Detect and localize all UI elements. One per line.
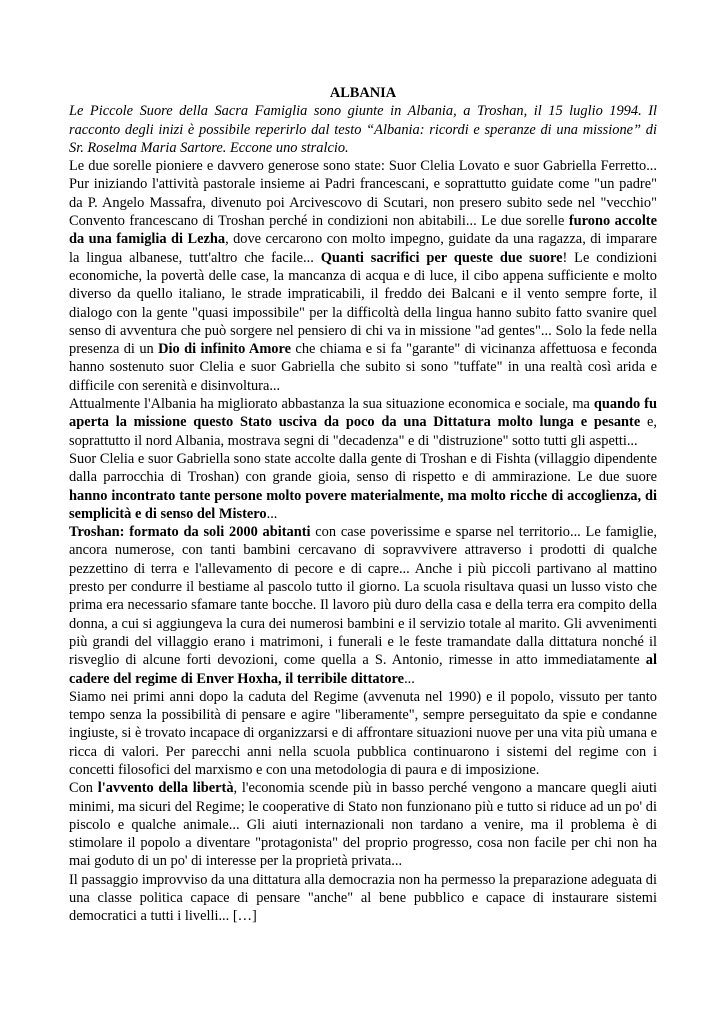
paragraph-democracy [69,871,657,926]
paragraph-pioneers [69,157,657,395]
text-span: , l'economia scende più in basso perché vengono a mancare quegli aiuti minimi, ma sicuri del Regime; le cooperative di Stato non funzionano più e tutto si riduce ad un po' di piscolo e qualche animale... Gli aiuti internazionali non tardano a venire, ma il problema è di stimolare il popolo a diventare "protagonista" del proprio progresso, cosa non facile per chi non ha mai goduto di un po' di interesse per la proprietà privata... [69,780,658,870]
paragraph-current-situation [69,395,657,450]
text-span: ... [404,670,415,687]
paragraph-welcome [69,450,657,523]
paragraph-troshan [69,523,657,688]
document-title: ALBANIA [329,85,397,101]
bold-span: Troshan: formato da soli 2000 abitanti [69,524,311,541]
text-span: ... [266,505,278,522]
bold-span: quando fu aperta la missione questo Stato usciva da poco da una Dittatura molto lunga e pesante [69,396,657,431]
bold-span: furono accolte da una famiglia di Lezha [69,213,657,248]
text-span: Con [69,780,98,797]
text-span: Siamo nei primi anni dopo la caduta del Regime (avvenuta nel 1990) e il popolo, vissuto per tanto tempo senza la possibilità di pensare e agire "liberamente", sempre perseguitato da spie e condanne ingiuste, si è trovato incapace di organizzarsi e di affrontare situazioni nuove per una vita più umana e ricca di valori. Per parecchi anni nella scuola pubblica continuarono i sistemi del regime con i concetti filosofici del marxismo e con una metodologia di paura e di imposizione. [69,688,657,778]
paragraph-after-regime [69,688,657,779]
text-span: ! Le condizioni economiche, la povertà delle case, la mancanza di acqua e di luce, il cibo appena sufficiente e molto diverso da quello italiano, le strade impraticabili, il freddo dei Balcani e il vento sempre forte, il dialogo con la gente "quasi impossibile" per la difficoltà della lingua hanno subito fatto svanire quel senso di avventura che può sorgere nel pensiero di chi va in missione "ad gentes"... Solo la fede nella presenza di un [69,249,657,358]
bold-span: l'avvento della libertà [97,780,234,797]
bold-span: al cadere del regime di Enver Hoxha, il terribile dittatore [69,652,657,687]
text-span: Suor Clelia e suor Gabriella sono state accolte dalla gente di Troshan e di Fishta (villaggio dipendente dalla parrocchia di Troshan) con grande gioia, senso di rispetto e di ammirazione. Le due suore [69,450,657,486]
text-span: Il passaggio improvviso da una dittatura alla democrazia non ha permesso la preparazione adeguata di una classe politica capace di pensare "anche" al bene pubblico e capace di instaurare sistemi democratici a tutti i livelli... […] [69,871,657,925]
text-span: con case poverissime e sparse nel territorio... Le famiglie, ancora numerose, con tanti bambini cercavano di sopravvivere attraverso i prodotti di qualche pezzettino di terra e l'allevamento di pecore e di capre... Anche i più piccoli partivano al mattino presto per condurre il bestiame al pascolo tutto il giorno. La scuola risultava quasi un lusso visto che prima era necessario sfamare tante bocche. Il lavoro più duro della casa e della terra era compito della donna, a cui si aggiungeva la cura dei numerosi bambini e il servizio totale al marito. Gli avvenimenti più grandi del villaggio erano i matrimoni, i funerali e le feste tramandate dalla dittatura nonché il risveglio di alcune forti devozioni, come quella a S. Antonio, rimesse in atto immediatamente [69,524,658,669]
text-span: che chiama e si fa "garante" di vicinanza affettuosa e feconda hanno sostenuto suor Clelia e suor Gabriella che subito si sono "tuffate" in una realtà così arida e difficile con serenità e disinvoltura... [69,341,657,394]
text-span: Attualmente l'Albania ha migliorato abbastanza la sua situazione economica e sociale, ma [69,396,594,413]
text-span: e, soprattutto il nord Albania, mostrava segni di "decadenza" e di "distruzione" sotto tutti gli aspetti... [69,414,657,449]
paragraph-freedom [69,779,657,870]
document-page [69,84,657,926]
bold-span: Quanti sacrifici per queste due suore [320,249,563,266]
bold-span: hanno incontrato tante persone molto povere materialmente, ma molto ricche di accoglienza, di semplicità e di senso del Mistero [69,487,657,522]
text-span: , dove cercarono con molto impegno, guidate da una ragazza, di imparare la lingua albanese, tutt'altro che facile... [69,231,657,266]
bold-span: Dio di infinito Amore [158,341,292,358]
text-span: Le due sorelle pioniere e davvero generose sono state: Suor Clelia Lovato e suor Gabriella Ferretto... Pur iniziando l'attività pastorale insieme ai Padri francescani, e soprattutto guidate come "un padre" da P. Angelo Massafra, divenuto poi Arcivescovo di Scutari, non presero subito sede nel "vecchio" Convento francescano di Troshan perché in condizioni non abitabili... Le due sorelle [69,158,657,230]
intro-paragraph: Le Piccole Suore della Sacra Famiglia sono giunte in Albania, a Troshan, il 15 luglio 1994. Il racconto degli inizi è possibile reperirlo dal testo “Albania: ricordi e speranze di una missione” di Sr. Roselma Maria Sartore. Eccone uno stralcio. [69,103,657,156]
